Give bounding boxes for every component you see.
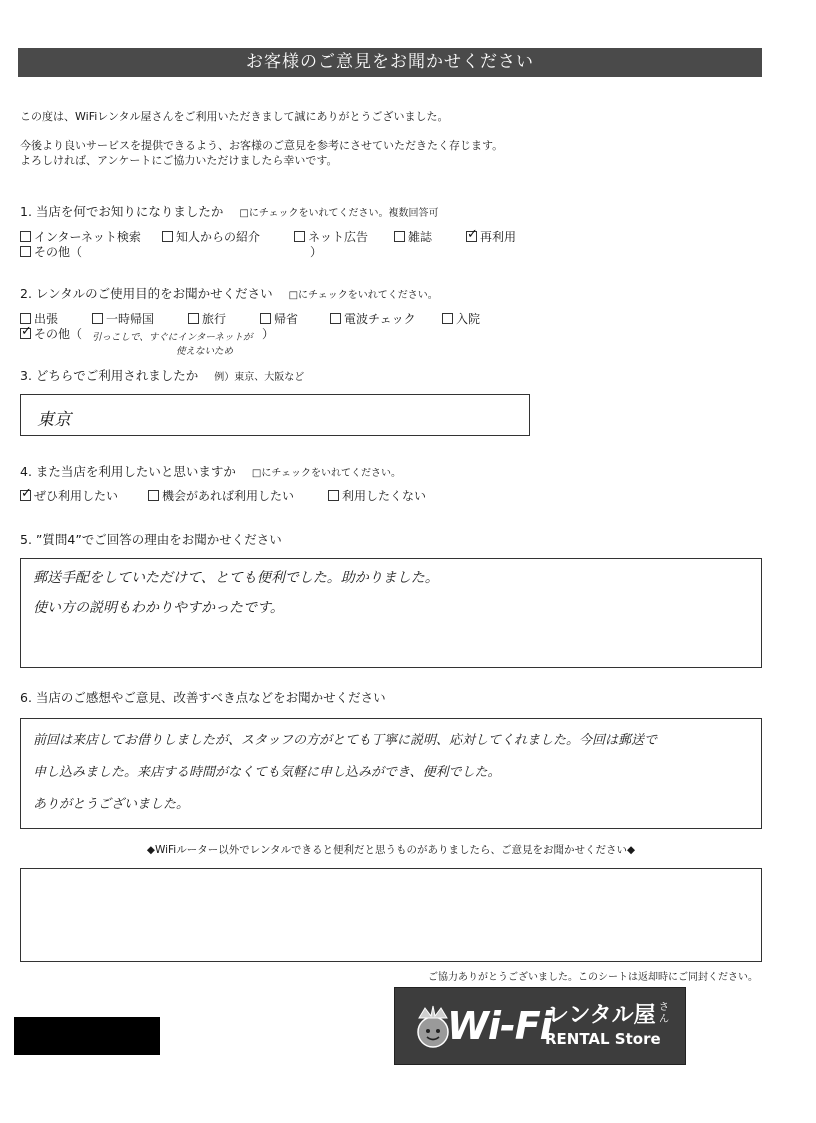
intro-line-1: この度は、WiFiレンタル屋さんをご利用いただきまして誠にありがとうございました。 <box>20 110 449 123</box>
q1-option-internet[interactable]: インターネット検索 <box>20 230 141 245</box>
q1-option-magazine[interactable]: 雑誌 <box>394 230 432 245</box>
checkbox-icon[interactable] <box>148 490 159 501</box>
q1-option-reuse[interactable]: ✓ 再利用 <box>466 230 516 245</box>
q4-option-maybe[interactable]: 機会があれば利用したい <box>148 489 294 504</box>
question-6-label: 6. 当店のご感想やご意見、改善すべき点などをお聞かせください <box>20 690 386 705</box>
logo-japanese-text: レンタル屋 <box>547 1003 656 1028</box>
q4-option-definitely[interactable]: ✓ぜひ利用したい <box>20 489 118 504</box>
redaction-block <box>14 1017 160 1055</box>
logo-san-text: さん <box>659 1002 669 1025</box>
checkbox-icon[interactable] <box>162 231 173 242</box>
q2-option-homecoming[interactable]: 一時帰国 <box>92 312 154 327</box>
checked-checkbox-icon[interactable] <box>20 490 31 501</box>
checked-checkbox-icon[interactable] <box>466 231 477 242</box>
q3-answer-field[interactable] <box>20 394 530 436</box>
footer-thanks: ご協力ありがとうございました。このシートは返却時にご同封ください。 <box>428 972 758 983</box>
checkbox-icon[interactable] <box>330 313 341 324</box>
checkbox-icon[interactable] <box>260 313 271 324</box>
question-3-label: 3. どちらでご利用されましたか <box>20 368 199 383</box>
checkbox-icon[interactable] <box>394 231 405 242</box>
question-3 <box>20 368 304 386</box>
q6-answer-line-1: 前回は来店してお借りしましたが、スタッフの方がとても丁寧に説明、応対してくれました。今回は郵送で <box>33 733 658 748</box>
q2-option-hospital[interactable]: 入院 <box>442 312 480 327</box>
checkbox-icon[interactable] <box>92 313 103 324</box>
checkbox-icon[interactable] <box>20 246 31 257</box>
q2-option-travel[interactable]: 旅行 <box>188 312 226 327</box>
q1-option-ad[interactable]: ネット広告 <box>294 230 368 245</box>
question-2-label: 2. レンタルのご使用目的をお聞かせください <box>20 286 273 301</box>
checkbox-icon[interactable] <box>20 231 31 242</box>
question-7-label: ◆WiFiルーター以外でレンタルできると便利だと思うものがありましたら、ご意見をお聞かせください◆ <box>146 844 636 856</box>
question-2-hint: □にチェックをいれてください。 <box>288 290 438 301</box>
checkbox-icon[interactable] <box>294 231 305 242</box>
question-1-label: 1. 当店を何でお知りになりましたか <box>20 204 224 219</box>
store-logo <box>394 987 686 1065</box>
q5-answer-field[interactable] <box>20 558 762 668</box>
q6-answer-field[interactable] <box>20 718 762 829</box>
question-1-hint: □にチェックをいれてください。複数回答可 <box>239 208 439 219</box>
logo-rental-store-text: RENTAL Store <box>545 1030 661 1048</box>
checkbox-icon[interactable] <box>188 313 199 324</box>
q5-answer-line-2: 使い方の説明もわかりやすかったです。 <box>33 600 284 616</box>
q5-answer-line-1: 郵送手配をしていただけて、とても便利でした。助かりました。 <box>33 570 439 586</box>
intro-line-3: よろしければ、アンケートにご協力いただけましたら幸いです。 <box>20 154 338 167</box>
q6-answer-line-2: 申し込みました。来店する時間がなくても気軽に申し込みができ、便利でした。 <box>33 765 501 780</box>
q2-other-answer-2: 使えないため <box>176 346 234 357</box>
q2-other-answer-1: 引っこしで、すぐにインターネットが <box>92 332 253 343</box>
page-title: お客様のご意見をお聞かせください <box>18 48 762 77</box>
q2-option-signal-check[interactable]: 電波チェック <box>330 312 416 327</box>
q2-option-visit-home[interactable]: 帰省 <box>260 312 298 327</box>
q1-option-other[interactable]: その他（ ） <box>20 245 322 260</box>
checkbox-icon[interactable] <box>328 490 339 501</box>
q1-option-referral[interactable]: 知人からの紹介 <box>162 230 260 245</box>
checkbox-icon[interactable] <box>20 313 31 324</box>
question-2 <box>20 286 438 304</box>
q7-answer-field[interactable] <box>20 868 762 962</box>
checkbox-icon[interactable] <box>442 313 453 324</box>
question-5-label: 5. ”質問4”でご回答の理由をお聞かせください <box>20 532 282 547</box>
question-1 <box>20 204 439 222</box>
intro-line-2: 今後より良いサービスを提供できるよう、お客様のご意見を参考にさせていただきたく存じます。 <box>20 139 504 152</box>
q2-option-other[interactable]: ✓その他（ <box>20 327 82 342</box>
question-3-hint: 例）東京、大阪など <box>214 372 305 383</box>
q2-option-business[interactable]: 出張 <box>20 312 58 327</box>
question-4 <box>20 464 401 482</box>
q3-answer-text: 東京 <box>37 410 71 430</box>
q2-other-close: ） <box>262 327 275 341</box>
logo-wifi-text: Wi-Fi <box>447 1004 552 1048</box>
question-4-label: 4. また当店を利用したいと思いますか <box>20 464 236 479</box>
checked-checkbox-icon[interactable] <box>20 328 31 339</box>
question-4-hint: □にチェックをいれてください。 <box>251 468 402 479</box>
q4-option-no[interactable]: 利用したくない <box>328 489 426 504</box>
q6-answer-line-3: ありがとうございました。 <box>33 797 190 812</box>
